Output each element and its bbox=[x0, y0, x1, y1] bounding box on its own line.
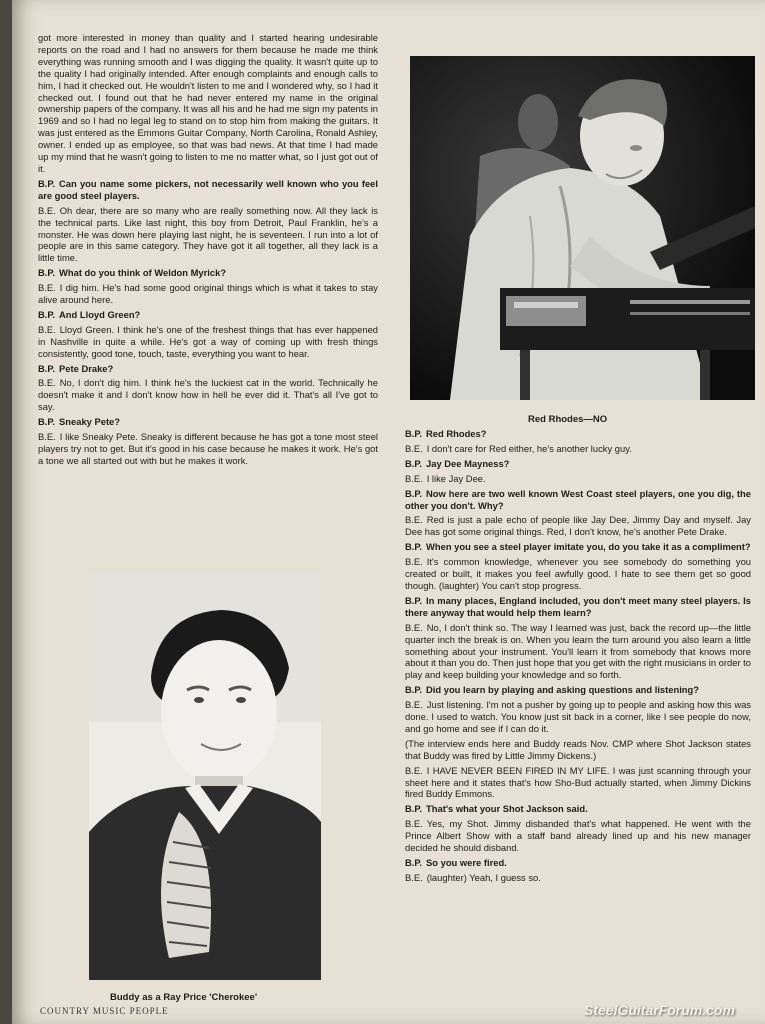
speaker-label: B.E. bbox=[38, 431, 56, 443]
paragraph-text: I don't care for Red either, he's another lucky guy. bbox=[426, 442, 632, 454]
speaker-label: B.E. bbox=[405, 871, 423, 883]
paragraph-text: (The interview ends here and Buddy reads Nov. CMP where Shot Jackson states that Buddy was fired by Little Jimmy Dickens.) bbox=[405, 737, 751, 761]
paragraph-text: Can you name some pickers, not necessarily well known who you feel are good steel players. bbox=[38, 177, 378, 201]
paragraph-text: Red Rhodes? bbox=[426, 428, 487, 439]
paragraph-text: Oh dear, there are so many who are really something now. All they lack is the technical parts. Like last night, this boy from Detroit, Paul Franklin, he's a monster. He was down here playing last night, he is seventeen. I run into a lot of people are in this same category. They have got it all together, all they lack is a little time. bbox=[38, 204, 378, 264]
paragraph bbox=[405, 738, 751, 762]
paragraph-text: No, I don't dig him. I think he's the luckiest cat in the world. Technically he doesn't make it and I don't know how in hell he ever did it. That's all I've got to say. bbox=[38, 377, 378, 413]
right-text-column bbox=[405, 428, 751, 887]
interview-answer bbox=[38, 205, 378, 265]
interview-answer bbox=[405, 699, 751, 735]
paragraph-text: Lloyd Green. I think he's one of the freshest things that has ever happened in Nashville in quite a while. He's got a way of coming up with fresh things consistently, good tone, touch, taste, everything you want to hear. bbox=[38, 323, 378, 359]
paragraph-text: I like Jay Dee. bbox=[426, 472, 486, 484]
paragraph-text: Just listening. I'm not a pusher by going up to people and asking how this was done. I used to watch. You know just sit back in a corner, like I see people do now, and go home and see if I can do it. bbox=[405, 699, 751, 734]
magazine-page bbox=[12, 0, 765, 1024]
interview-answer bbox=[405, 443, 751, 455]
paragraph-text: Pete Drake? bbox=[59, 362, 114, 374]
paragraph-text: Red is just a pale echo of people like Jay Dee, Jimmy Day and myself. Jay Dee has got some original things. Red, I don't know, he's another Pete Drake. bbox=[405, 514, 751, 538]
speaker-label: B.E. bbox=[405, 699, 423, 711]
speaker-label: B.E. bbox=[405, 818, 423, 830]
watermark: SteelGuitarForum.com bbox=[584, 1002, 735, 1018]
interview-question bbox=[38, 309, 378, 321]
interview-answer bbox=[405, 818, 751, 854]
interview-question bbox=[405, 684, 751, 696]
speaker-label: B.P. bbox=[405, 457, 423, 469]
interview-answer bbox=[405, 556, 751, 592]
paragraph-text: I dig him. He's had some good original things which is what it takes to stay alive around here. bbox=[38, 282, 378, 306]
paragraph-text: It's common knowledge, whenever you see somebody do something you created or built, it makes you feel awfully good. I hate to see them get so good though. (laughter) You can't stop progress. bbox=[405, 556, 751, 591]
paragraph-text: That's what your Shot Jackson said. bbox=[426, 803, 588, 815]
interview-answer bbox=[38, 431, 378, 467]
speaker-label: B.P. bbox=[405, 594, 423, 606]
paragraph-text: (laughter) Yeah, I guess so. bbox=[426, 871, 541, 883]
interview-question bbox=[405, 595, 751, 619]
interview-question bbox=[405, 541, 751, 553]
speaker-label: B.E. bbox=[405, 621, 423, 633]
speaker-label: B.E. bbox=[38, 204, 56, 216]
interview-question bbox=[38, 363, 378, 375]
paragraph-text: Jay Dee Mayness? bbox=[426, 457, 510, 469]
paragraph-text: What do you think of Weldon Myrick? bbox=[59, 267, 227, 279]
magazine-footer: COUNTRY MUSIC PEOPLE bbox=[40, 1006, 169, 1016]
interview-answer bbox=[405, 514, 751, 538]
speaker-label: B.E. bbox=[38, 282, 56, 294]
red-rhodes-photo-caption: Red Rhodes—NO bbox=[528, 414, 608, 425]
paragraph-text: Now here are two well known West Coast steel players, one you dig, the other you don't. Why? bbox=[405, 487, 751, 511]
paragraph-text: So you were fired. bbox=[426, 857, 507, 868]
interview-answer bbox=[405, 622, 751, 682]
speaker-label: B.P. bbox=[38, 362, 56, 374]
speaker-label: B.P. bbox=[405, 684, 423, 696]
speaker-label: B.E. bbox=[405, 472, 423, 484]
speaker-label: B.P. bbox=[405, 803, 423, 815]
left-text-column bbox=[38, 32, 378, 470]
buddy-photo-caption: Buddy as a Ray Price 'Cherokee' bbox=[110, 992, 258, 1003]
speaker-label: B.P. bbox=[405, 487, 423, 499]
speaker-label: B.E. bbox=[405, 556, 423, 568]
interview-question bbox=[405, 458, 751, 470]
paragraph-text: I like Sneaky Pete. Sneaky is different because he has got a tone most steel players try not to get. But it's good in his case because he makes it work. He's got a tone we all started out with but he makes it work. bbox=[38, 431, 378, 466]
paragraph-text: No, I don't think so. The way I learned was just, back the record up—the little quarter inch the break is on. When you learn the turn around you also learn a little something about your instrument. You'll learn it from somebody that knows more about it than you do. Then just hope that you get with the right musicians in order to play and keep building your knowledge and so forth. bbox=[405, 621, 751, 681]
interview-answer bbox=[38, 377, 378, 413]
speaker-label: B.E. bbox=[405, 764, 423, 776]
speaker-label: B.P. bbox=[405, 428, 423, 439]
paragraph-text: got more interested in money than quality and I started hearing undesirable reports on the road and I had no answers for them because he made me think everything was running smooth and I was digging the quality. It wasn't quite up to the quality I had originally intended. After enough complaints and enough calls to him, I had it checked out. He wouldn't listen to me and I wondered why, so I had it checked out. I found out that he had never entered my name in the original ownership papers of the company. It was all his and he had me sign my patents in 1969 and so I had no legal leg to stand on to stop him from making the guitars. It was just entered as the Emmons Guitar Company, North Carolina, Ronald Ashley, owner. I ended up as employee, so that was bad news. At that time I had made up my mind that he wasn't going to listen to me no matter what, so I just got out of it. bbox=[38, 32, 378, 174]
interview-question bbox=[405, 803, 751, 815]
paragraph-text: Yes, my Shot. Jimmy disbanded that's what happened. He went with the Prince Albert Show with a staff band already lined up and his new manager decided he should disband. bbox=[405, 818, 751, 854]
interview-question bbox=[38, 178, 378, 202]
paragraph-text: When you see a steel player imitate you, do you take it as a compliment? bbox=[426, 541, 751, 553]
paragraph-text: Sneaky Pete? bbox=[59, 416, 121, 428]
interview-question bbox=[405, 488, 751, 512]
paragraph bbox=[38, 32, 378, 175]
interview-answer bbox=[38, 324, 378, 360]
speaker-label: B.E. bbox=[38, 377, 56, 389]
paragraph-text: In many places, England included, you don't meet many steel players. Is there anyway that would help them learn? bbox=[405, 594, 751, 618]
paragraph-text: And Lloyd Green? bbox=[59, 308, 141, 320]
interview-answer bbox=[405, 872, 751, 884]
speaker-label: B.P. bbox=[38, 416, 56, 428]
speaker-label: B.E. bbox=[405, 514, 423, 526]
interview-answer bbox=[405, 473, 751, 485]
interview-question bbox=[38, 267, 378, 279]
red-rhodes-photo bbox=[410, 56, 755, 400]
speaker-label: B.E. bbox=[405, 442, 423, 454]
paragraph-text: Did you learn by playing and asking questions and listening? bbox=[426, 684, 699, 696]
interview-question bbox=[405, 857, 751, 869]
speaker-label: B.P. bbox=[38, 308, 56, 320]
interview-question bbox=[405, 428, 751, 440]
interview-question bbox=[38, 416, 378, 428]
interview-answer bbox=[405, 765, 751, 801]
speaker-label: B.P. bbox=[405, 857, 423, 868]
buddy-emmons-photo bbox=[89, 572, 321, 980]
paragraph-text: I HAVE NEVER BEEN FIRED IN MY LIFE. I was just scanning through your sheet here and it states that's how Sho-Bud actually started, when Jimmy Dickins fired Buddy Emmons. bbox=[405, 764, 751, 800]
speaker-label: B.E. bbox=[38, 323, 56, 335]
speaker-label: B.P. bbox=[38, 267, 56, 279]
interview-answer bbox=[38, 282, 378, 306]
speaker-label: B.P. bbox=[405, 541, 423, 553]
speaker-label: B.P. bbox=[38, 177, 56, 189]
